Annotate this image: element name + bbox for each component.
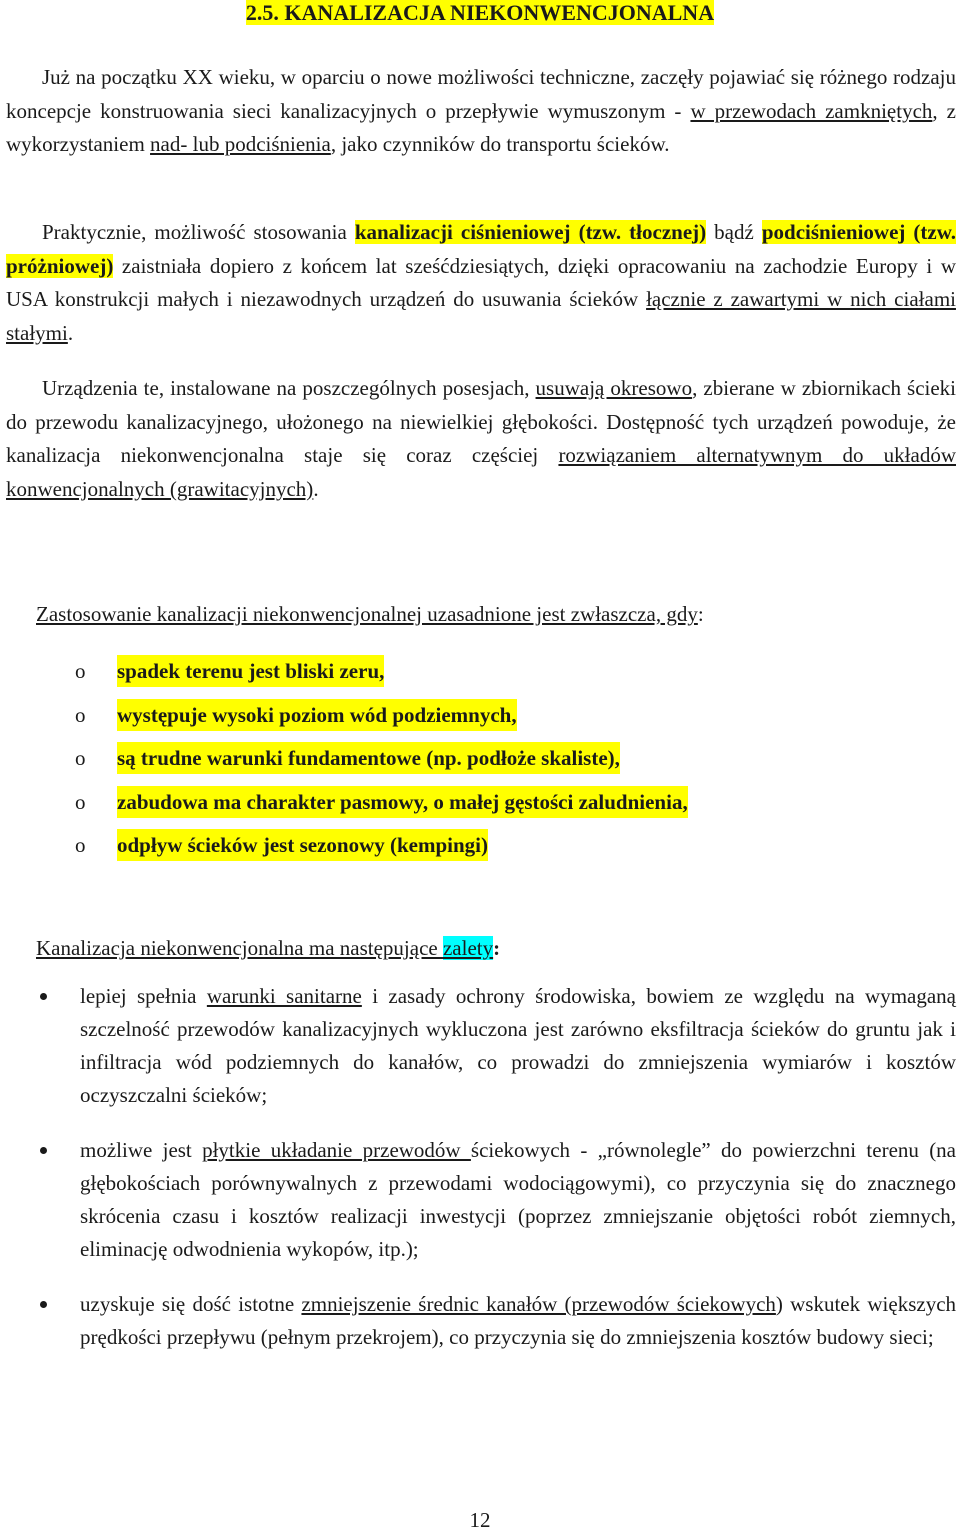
section-title-text: 2.5. KANALIZACJA NIEKONWENCJONALNA [245,0,715,25]
applications-heading [36,600,704,628]
list-item-text [80,1134,956,1266]
text-run: ściekowych - „równolegle” do powierzchni terenu (na głębokościach porównywalnych z przewodami wodociągowymi), co przyczynia się do znacznego skrócenia czasu i kosztów realizacji inwestycji (poprzez zmniejszanie objętości robót ziemnych, eliminację odwodnienia wykopów, itp.); [80,1138,957,1261]
applications-heading-colon: : [697,602,704,626]
list-marker: o [75,746,86,770]
advantages-keyword: zalety [442,936,494,960]
underlined-text: zmniejszenie średnic kanałów (przewodów ściekowych [301,1292,776,1316]
intro-paragraph-3 [6,372,956,506]
text-run: , zbierane w zbiornikach ścieki do przewodu kanalizacyjnego, ułożonego na niewielkiej głębokości. Dostępność tych urządzeń powoduje, że kanalizacja niekonwencjonalna staje się coraz częściej [6,376,957,467]
text-run: i zasady ochrony środowiska, bowiem ze względu na wymaganą szczelność przewodów kanalizacyjnych wykluczona jest zarówno eksfiltracja ścieków do gruntu jak i infiltracja wód podziemnych do kanałów, co prowadzi do zmniejszenia wymiarów i kosztów oczyszczalni ścieków; [80,984,956,1107]
page-number: 12 [469,1508,491,1532]
text-run: Praktycznie, możliwość stosowania [42,220,355,244]
list-item [0,1288,960,1354]
section-title [0,0,960,26]
text-run: . [67,320,74,345]
text-run: zaistniała dopiero z końcem lat sześćdziesiątych, dzięki opracowaniu na zachodzie Europy i w USA konstrukcji małych i niezawodnych urządzeń do usuwania ścieków [6,253,956,311]
advantages-heading [36,934,500,962]
list-item-text: są trudne warunki fundamentowe (np. podłoże skaliste), [117,742,620,774]
text-run: lepiej spełnia [80,984,207,1008]
underlined-text: płytkie układanie przewodów [202,1138,471,1162]
list-item [0,1134,960,1266]
list-marker: o [75,833,86,857]
underlined-text: rozwiązaniem alternatywnym do układów konwencjonalnych (grawitacyjnych) [6,443,956,501]
list-item-text [80,1288,956,1354]
intro-paragraph-2 [6,216,956,350]
text-run: możliwe jest [80,1138,203,1162]
applications-heading-text: Zastosowanie kanalizacji niekonwencjonalnej uzasadnione jest zwłaszcza, gdy [36,602,698,626]
text-run: . [313,476,319,501]
list-item-text: zabudowa ma charakter pasmowy, o małej gęstości zaludnienia, [117,786,688,818]
bullet-icon [40,1301,47,1308]
underlined-text: łącznie z zawartymi w nich ciałami stałymi [6,287,956,345]
bullet-icon [40,1147,47,1154]
underlined-text: w przewodach zamkniętych [690,98,933,123]
list-item-text: spadek terenu jest bliski zeru, [117,655,384,687]
underlined-text: warunki sanitarne [206,984,362,1008]
list-item-text: odpływ ścieków jest sezonowy (kempingi) [117,829,488,861]
text-run: , jako czynników do transportu ścieków. [330,132,670,156]
text-run: Już na początku XX wieku, w oparciu o nowe możliwości techniczne, zaczęły pojawiać się różnego rodzaju koncepcje konstruowania sieci kanalizacyjnych o przepływie wymuszonym - [6,65,956,123]
intro-paragraph-1 [6,61,956,162]
text-run: bądź [706,220,762,244]
advantages-heading-text: Kanalizacja niekonwencjonalna ma następujące [36,936,443,960]
text-run: Urządzenia te, instalowane na poszczególnych posesjach, [42,376,536,400]
text-run: , z wykorzystaniem [6,98,956,156]
list-item-text [80,980,956,1112]
list-marker: o [75,659,86,683]
advantages-heading-colon: : [493,936,501,960]
advantages-list [0,980,960,1354]
highlighted-term-pressure: kanalizacji ciśnieniowej (tzw. tłocznej) [354,220,707,244]
text-run: ) wskutek większych prędkości przepływu (pełnym przekrojem), co przyczynia się do zmniejszenia kosztów budowy sieci; [80,1292,957,1349]
underlined-text: usuwają okresowo [535,376,693,400]
list-marker: o [75,702,86,727]
underlined-text: nad- lub podciśnienia [150,132,331,156]
list-item [0,980,960,1112]
bullet-icon [40,993,47,1000]
text-run: uzyskuje się dość istotne [80,1292,302,1316]
list-marker: o [75,789,86,814]
highlighted-term-vacuum: podciśnieniowej (tzw. próżniowej) [6,220,956,278]
list-item-text: występuje wysoki poziom wód podziemnych, [117,699,517,731]
